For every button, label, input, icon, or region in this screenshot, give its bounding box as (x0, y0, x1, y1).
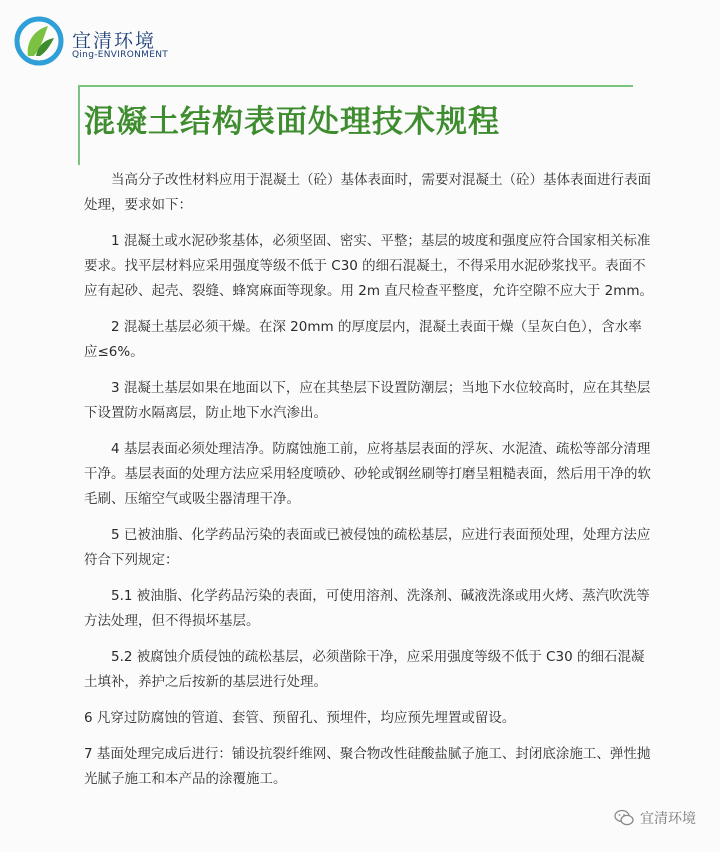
paragraph-6: 6 凡穿过防腐蚀的管道、套管、预留孔、预埋件，均应预先埋置或留设。 (84, 710, 516, 726)
wechat-watermark (614, 808, 696, 828)
page-title: 混凝土结构表面处理技术规程 (84, 104, 500, 140)
paragraph-5-2: 5.2 被腐蚀介质侵蚀的疏松基层，必须凿除干净，应采用强度等级不低于 C30 的细石混凝土填补，养护之后按新的基层进行处理。 (84, 649, 645, 690)
paragraph-intro: 当高分子改性材料应用于混凝土（砼）基体表面时，需要对混凝土（砼）基体表面进行表面处理，要求如下： (84, 172, 651, 213)
paragraph-4: 4 基层表面必须处理洁净。防腐蚀施工前，应将基层表面的浮灰、水泥渣、疏松等部分清理干净。基层表面的处理方法应采用轻度喷砂、砂轮或钢丝刷等打磨呈粗糙表面，然后用干净的软毛刷、压缩空气或吸尘器清理干净。 (84, 441, 651, 507)
paragraph-5-1: 5.1 被油脂、化学药品污染的表面，可使用溶剂、洗涤剂、碱液洗涤或用火烤、蒸汽吹洗等方法处理，但不得损坏基层。 (84, 588, 650, 629)
paragraph-5: 5 已被油脂、化学药品污染的表面或已被侵蚀的疏松基层，应进行表面预处理，处理方法应符合下列规定： (84, 527, 651, 568)
paragraph-3: 3 混凝土基层如果在地面以下，应在其垫层下设置防潮层；当地下水位较高时，应在其垫层下设置防水隔离层，防止地下水汽渗出。 (84, 380, 651, 421)
brand-english-name: Qing-ENVIRONMENT (72, 50, 169, 60)
title-rule-top (78, 85, 633, 87)
page-header (0, 0, 720, 82)
wechat-account-name: 宜清环境 (640, 811, 696, 827)
company-logo-icon (14, 16, 64, 66)
paragraph-7: 7 基面处理完成后进行：铺设抗裂纤维网、聚合物改性硅酸盐腻子施工、封闭底涂施工、弹性抛光腻子施工和本产品的涂覆施工。 (84, 746, 651, 787)
paragraph-2: 2 混凝土基层必须干燥。在深 20mm 的厚度层内，混凝土表面干燥（呈灰白色），含水率应≤6%。 (84, 319, 642, 360)
wechat-icon (614, 809, 634, 827)
brand-name: 宜清环境 (72, 30, 157, 52)
paragraph-1: 1 混凝土或水泥砂浆基体，必须坚固、密实、平整；基层的坡度和强度应符合国家相关标准要求。找平层材料应采用强度等级不低于 C30 的细石混凝土，不得采用水泥砂浆找平。表面不应有起砂、起壳、裂缝、蜂窝麻面等现象。用 2m 直尺检查平整度，允许空隙不应大于 2mm。 (84, 233, 654, 299)
title-rule-left (78, 85, 80, 165)
article-body (84, 168, 654, 803)
